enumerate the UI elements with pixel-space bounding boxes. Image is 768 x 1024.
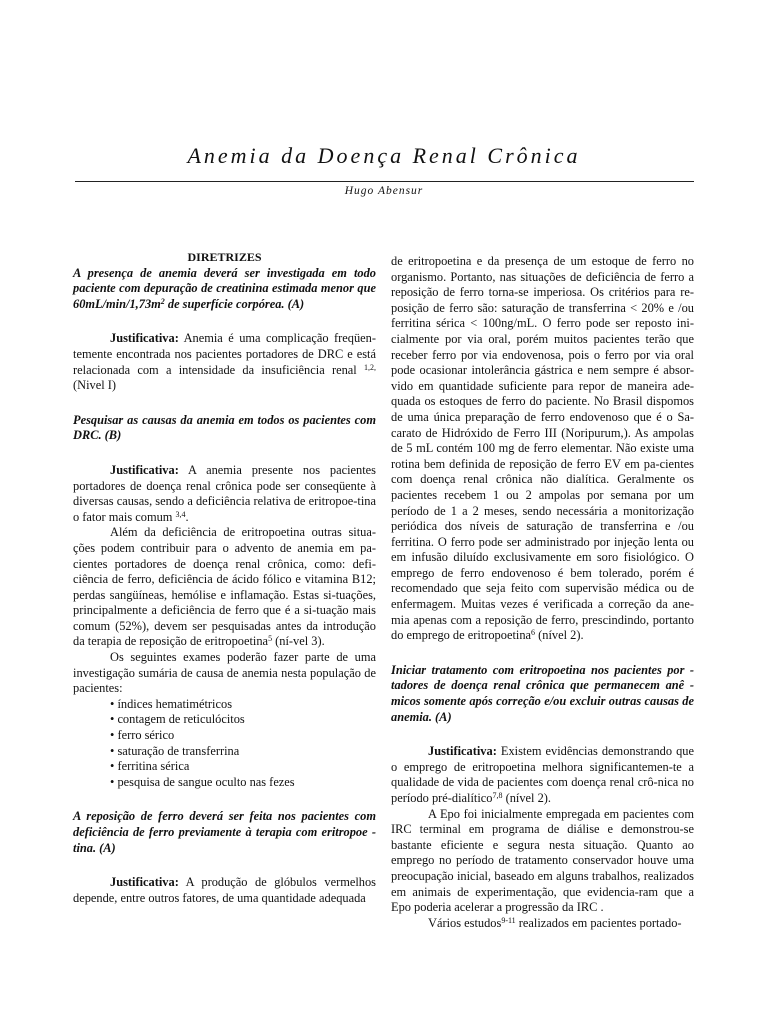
justification-2: Justificativa: A anemia presente nos pacientes portadores de doença renal crônica pode ser conseqüente à diversas causas, sendo a deficiência relativa de eritropoe-tina o fator mais comum $^{3,4}$. [73, 462, 376, 524]
justification-1: Justificativa: Anemia é uma complicação freqüen-temente encontrada nos pacientes portadores de DRC e está relacionada com a intensidade da insuficiência renal $^{1,2,}$ (Nivel I) [73, 331, 376, 393]
exam-list [110, 697, 376, 791]
paragraph-epo-history: A Epo foi inicialmente empregada em pacientes com IRC terminal em programa de diálise e demonstrou-se bastante eficiente e segura nesta situação. Quanto ao emprego no período de tratamento conservador houve uma preocupação inicial, baseado em alguns trabalhos, realizados em animais de experimentação, que evidencia-ram que a Epo poderia acelerar a progressão da IRC . [391, 806, 694, 915]
left-column [73, 250, 376, 906]
article-title: Anemia da Doença Renal Crônica [187, 143, 581, 168]
recommendation-2: Pesquisar as causas da anemia em todos os pacientes com DRC. (B) [73, 412, 376, 443]
paragraph-studies: Vários estudos$^{9-11}$ realizados em pacientes portado- [428, 915, 682, 930]
title-rule [75, 181, 694, 182]
recommendation-4: Iniciar tratamento com eritropoetina nos pacientes por - tadores de doença renal crônica que permanecem anê - micos somente após correção e/ou excluir outras causas de anemia. (A) [391, 662, 694, 724]
paragraph-exams-intro: Os seguintes exames poderão fazer parte de uma investigação sumária de causa de anemia nesta população de pacientes: [73, 650, 376, 696]
justification-label: Justificativa: [110, 462, 179, 477]
paragraph-other-causes: Além da deficiência de eritropoetina outras situa-ções podem contribuir para o advento de anemia em pa-cientes portadores de doença renal crônica, como: defi-ciência de ferro, deficiência de ácido fólico e vitamina B12; perdas sangüíneas, hemólise e inflamação. Estas si-tuações, principalmente a deficiência de ferro que é a si-tuação mais comum (52%), devem ser pesquisadas antes da introdução da terapia de reposição de eritropoetina$^5$ (ní-vel 3). [73, 525, 376, 649]
justification-label: Justificativa: [428, 744, 497, 759]
justification-4: Justificativa: Existem evidências demonstrando que o emprego de eritropoetina melhora significantemen-te a qualidade de vida de pacientes com doença renal crô-nica no período pré-dialítico$^{7,8}$ (nível 2). [391, 744, 694, 805]
justification-label: Justificativa: [110, 875, 179, 890]
list-item: • saturação de transferrina [110, 744, 376, 760]
right-column [391, 254, 694, 931]
list-item: • contagem de reticulócitos [110, 712, 376, 728]
author-name: Hugo Abensur [344, 185, 424, 197]
list-item: • ferritina sérica [110, 759, 376, 775]
recommendation-1: A presença de anemia deverá ser investigada em todo paciente com depuração de creatinina estimada menor que $60mL/\min/1,73m^2$ de superfície corpórea. (A) [73, 265, 376, 311]
list-item: • ferro sérico [110, 728, 376, 744]
justification-3: Justificativa: A produção de glóbulos vermelhos depende, entre outros fatores, de uma quantidade adequada [73, 875, 376, 905]
paragraph-iron-replacement: de eritropoetina e da presença de um estoque de ferro no organismo. Portanto, nas situações de deficiência de ferro a reposição de ferro torna-se imperiosa. Os critérios para re-posição de ferro são: saturação de transferrina < 20% e /ou ferritina sérica < 100ng/mL. O ferro pode ser reposto ini-cialmente por via oral, porém muitos pacientes terão que receber ferro por via endovenosa, pois o ferro por via oral pode ocasionar intolerância gástrica e nem sempre é absor-vido em quantidade suficiente para repor de maneira ade-quada os estoques de ferro do paciente. No Brasil dispomos de uma única preparação de ferro endovenoso que é o Sa-carato de Hidróxido de Ferro III (Noripurum,). As ampolas de 5 mL contém 100 mg de ferro elementar. Não existe uma rotina bem definida de reposição de ferro EV em pa-cientes com doença renal crônica não dialítica. Geralmente os pacientes recebem 1 ou 2 ampolas por semana por um período de 1 a 2 meses, sendo necessária a monitorização periódica dos níveis de saturação de transferrina e /ou ferritina. O ferro pode ser administrado por injeção lenta ou em infusão diluído exclusivamente em soro fisiológico. O emprego de ferro endovenoso é bem tolerado, porém é recomendado que seja feito com supervisão médica ou de enfermagem. Muitas vezes é verificada a correção da ane-mia apenas com a reposição de ferro, prescindindo, portanto do emprego de eritropoetina$^6$ (nível 2). [391, 254, 694, 643]
justification-label: Justificativa: [110, 331, 179, 346]
list-item: • pesquisa de sangue oculto nas fezes [110, 775, 376, 791]
section-heading: DIRETRIZES [187, 250, 262, 264]
list-item: • índices hematimétricos [110, 697, 376, 713]
recommendation-3: A reposição de ferro deverá ser feita nos pacientes com deficiência de ferro previamente à terapia com eritropoe - tina. (A) [73, 809, 376, 855]
